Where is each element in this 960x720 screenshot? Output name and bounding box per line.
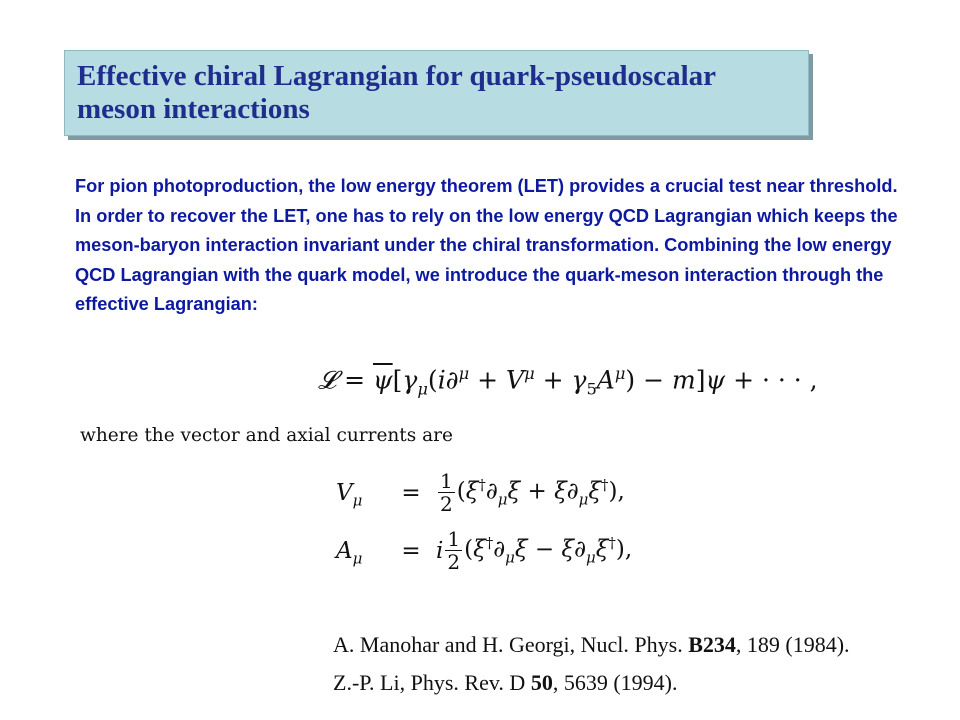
reference-2-authors: Z.-P. Li, Phys. Rev. D <box>333 670 531 695</box>
fraction-half <box>438 470 455 515</box>
reference-2-rest: , 5639 (1994). <box>552 670 678 695</box>
fraction-denominator: 2 <box>440 492 453 516</box>
slide-title-box <box>64 50 809 136</box>
reference-2-volume: 50 <box>530 670 553 695</box>
reference-1 <box>333 632 850 658</box>
axial-current-symbol: A <box>336 538 353 564</box>
fraction-numerator: 1 <box>440 469 453 493</box>
where-text: where the vector and axial currents are <box>80 425 453 446</box>
fraction-denominator: 2 <box>447 550 461 574</box>
slide-title-line-2: meson interactions <box>77 93 310 125</box>
reference-1-rest: , 189 (1984). <box>735 632 850 657</box>
lagrangian-equation: 𝓛 = $\overline{\psi}[\gamma_\mu(i\partial^\mu + V^\mu + \gamma_5A^\mu) - m]\psi$ + · · · , <box>318 364 818 399</box>
equals-sign: = <box>401 538 421 564</box>
slide-title-line-1: Effective chiral Lagrangian for quark-pseudoscalar <box>77 60 717 92</box>
reference-1-authors: A. Manohar and H. Georgi, Nucl. Phys. <box>333 632 689 657</box>
intro-paragraph: For pion photoproduction, the low energy theorem (LET) provides a crucial test near threshold. In order to recover the LET, one has to rely on the low energy QCD Lagrangian which keeps the meson-baryon interaction invariant under the chiral transformation. Combining the low energy QCD Lagrangian with the quark model, we introduce the quark-meson interaction through the effective Lagrangian: <box>75 176 898 314</box>
slide-title <box>77 60 796 126</box>
reference-1-volume: B234 <box>688 632 736 657</box>
reference-2 <box>333 670 677 696</box>
fraction-numerator: 1 <box>447 527 461 551</box>
fraction-half <box>445 528 462 573</box>
vector-current-symbol: V <box>336 480 353 506</box>
equals-sign: = <box>401 480 421 506</box>
